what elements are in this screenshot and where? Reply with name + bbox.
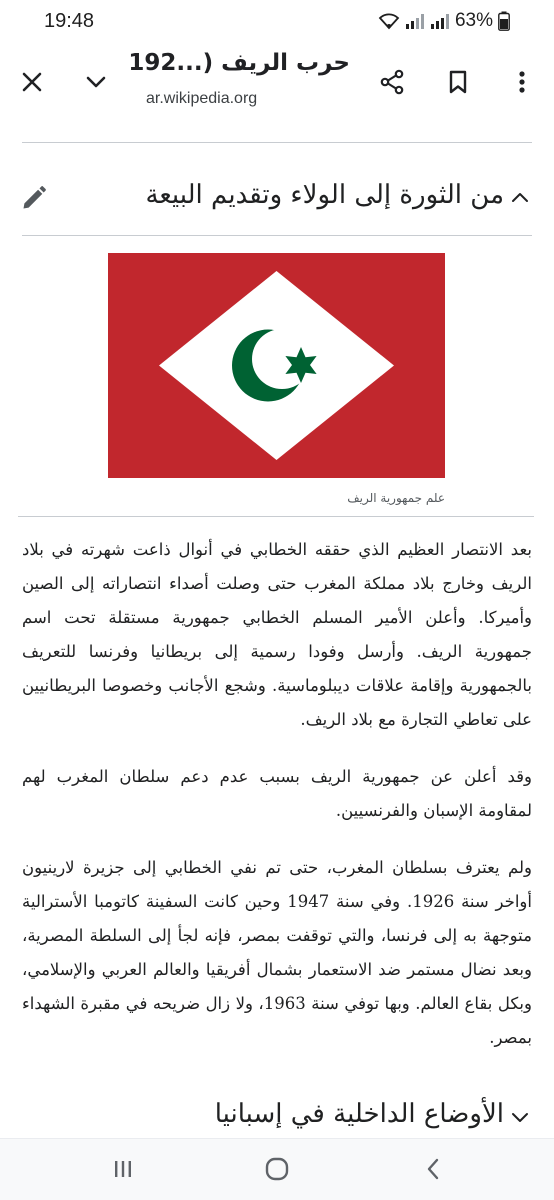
home-button[interactable] <box>257 1153 297 1185</box>
back-icon <box>424 1157 442 1181</box>
collapse-button[interactable] <box>78 64 114 100</box>
status-bar <box>0 0 554 44</box>
bookmark-button[interactable] <box>440 64 476 100</box>
status-icons <box>378 10 510 32</box>
chevron-up-icon <box>508 186 532 210</box>
section-heading-text: من الثورة إلى الولاء وتقديم البيعة <box>145 180 504 210</box>
section-divider <box>22 235 532 236</box>
bookmark-icon <box>447 70 469 94</box>
close-button[interactable] <box>14 64 50 100</box>
recent-apps-icon <box>112 1158 134 1180</box>
pencil-icon[interactable] <box>20 184 48 212</box>
section-heading-1[interactable] <box>18 170 534 226</box>
browser-toolbar <box>0 44 554 120</box>
battery-icon <box>498 11 510 31</box>
close-icon <box>21 71 43 93</box>
more-options-button[interactable] <box>504 64 540 100</box>
chevron-down-icon <box>508 1105 532 1129</box>
signal-icon <box>405 12 425 30</box>
flag-image[interactable] <box>108 253 445 478</box>
paragraph: وقد أعلن عن جمهورية الريف بسبب عدم دعم سلطان المغرب لهم لمقاومة الإسبان والفرنسيين. <box>22 767 532 820</box>
section-divider <box>22 142 532 143</box>
paragraph: ولم يعترف بسلطان المغرب، حتى تم نفي الخطابي إلى جزيرة لارينيون أواخر سنة 1926. وفي سنة 1947 وحين كانت السفينة كاتومبا الأسترالية متوجهة به إلى فرنسا، والتي توقفت بمصر، فإنه لجأ إلى السلطة المصرية، وبعد نضال مستمر ضد الاستعمار بشمال أفريقيا والعالم العربي والإسلامي، وبكل بقاع العالم. وبها توفي سنة 1963، ولا زال ضريحه في مقبرة الشهداء بمصر. <box>22 858 532 1047</box>
status-time: 19:48 <box>44 10 95 32</box>
system-nav-bar <box>0 1138 554 1200</box>
rif-republic-flag <box>108 253 445 478</box>
battery-percent: 63% <box>454 10 493 31</box>
caption-divider <box>18 516 534 517</box>
chevron-down-icon <box>84 70 108 94</box>
signal-2-icon <box>430 12 450 30</box>
share-icon <box>379 69 405 95</box>
wifi-icon <box>378 12 400 30</box>
section-heading-text: الأوضاع الداخلية في إسبانيا <box>214 1099 504 1129</box>
page-url[interactable]: ar.wikipedia.org <box>146 90 258 107</box>
more-vert-icon <box>518 70 526 94</box>
figure-caption: علم جمهورية الريف <box>347 491 445 505</box>
back-button[interactable] <box>413 1153 453 1185</box>
page-title[interactable]: حرب الريف (...192 <box>128 50 350 76</box>
home-icon <box>264 1156 290 1182</box>
recent-apps-button[interactable] <box>103 1153 143 1185</box>
share-button[interactable] <box>374 64 410 100</box>
paragraph: بعد الانتصار العظيم الذي حققه الخطابي في أنوال ذاعت شهرته في بلاد الريف وخارج بلاد مملكة المغرب حتى وصلت أصداء انتصاراته إلى الصين وأميركا. وأعلن الأمير المسلم الخطابي جمهورية مستقلة تحت اسم جمهورية الريف. وأرسل وفودا رسمية إلى بريطانيا وفرنسا للتعريف بالجمهورية وإقامة علاقات ديبلوماسية. وشجع الأجانب وخصوصا البريطانيين على تعاطي التجارة مع بلاد الريف. <box>22 540 532 729</box>
